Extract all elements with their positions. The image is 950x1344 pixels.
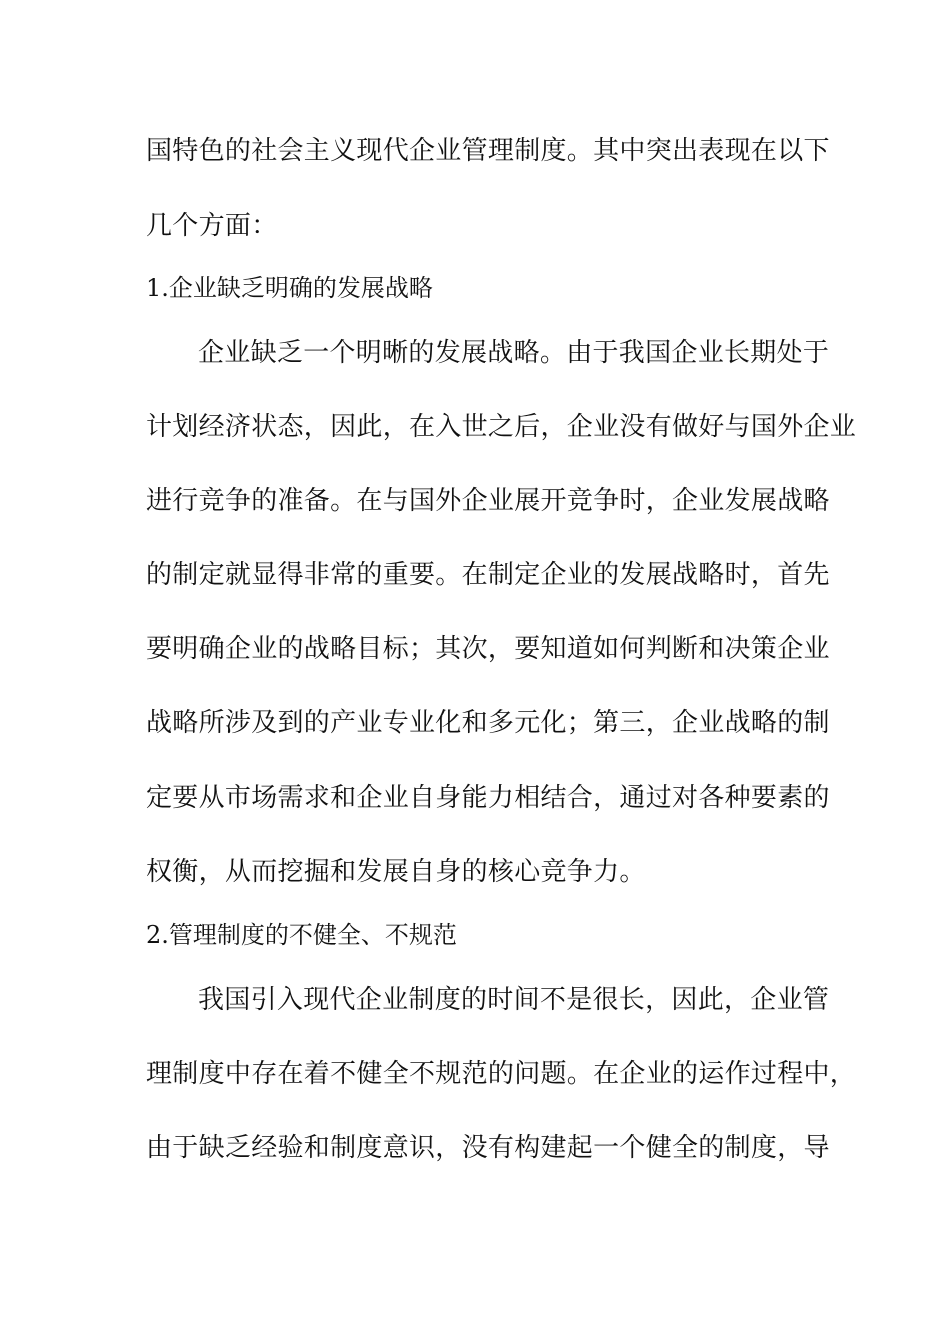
paragraph-line: 定要从市场需求和企业自身能力相结合，通过对各种要素的 <box>146 783 830 813</box>
paragraph-line: 的制定就显得非常的重要。在制定企业的发展战略时，首先 <box>146 560 830 590</box>
paragraph-line: 计划经济状态，因此，在入世之后，企业没有做好与国外企业 <box>146 412 857 442</box>
paragraph-line: 国特色的社会主义现代企业管理制度。其中突出表现在以下 <box>146 136 830 166</box>
paragraph-line: 要明确企业的战略目标；其次，要知道如何判断和决策企业 <box>146 634 830 664</box>
paragraph-line: 我国引入现代企业制度的时间不是很长，因此，企业管 <box>198 985 830 1015</box>
paragraph-line: 进行竞争的准备。在与国外企业展开竞争时，企业发展战略 <box>146 486 830 516</box>
paragraph-line: 战略所涉及到的产业专业化和多元化；第三，企业战略的制 <box>146 708 830 738</box>
paragraph-line: 由于缺乏经验和制度意识，没有构建起一个健全的制度，导 <box>146 1133 830 1163</box>
section-heading: 1.企业缺乏明确的发展战略 <box>146 274 433 302</box>
paragraph-line: 企业缺乏一个明晰的发展战略。由于我国企业长期处于 <box>198 338 830 368</box>
paragraph-line: 理制度中存在着不健全不规范的问题。在企业的运作过程中， <box>146 1059 857 1089</box>
paragraph-line: 权衡，从而挖掘和发展自身的核心竞争力。 <box>146 857 646 887</box>
section-heading: 2.管理制度的不健全、不规范 <box>146 921 457 949</box>
paragraph-line: 几个方面： <box>146 211 278 241</box>
